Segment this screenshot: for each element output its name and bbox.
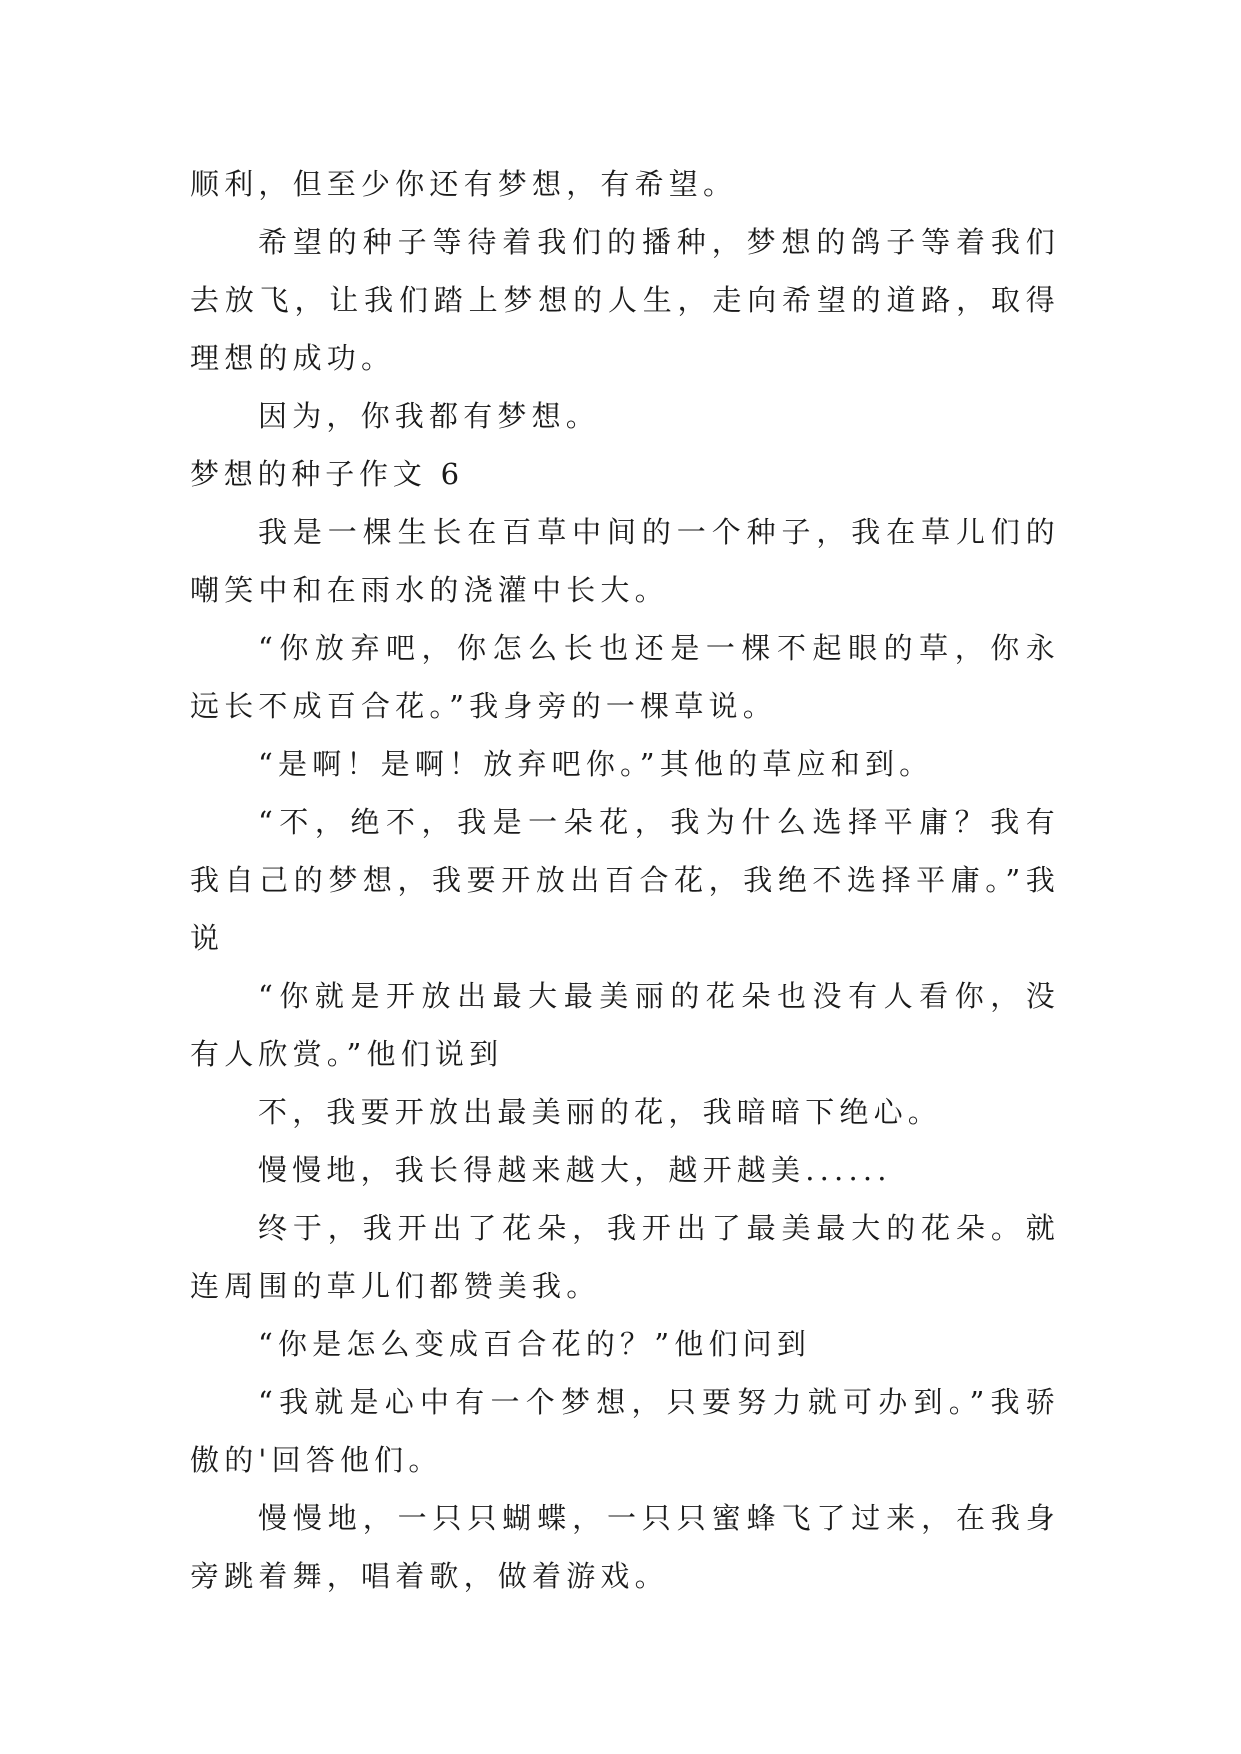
- paragraph-14: 慢慢地，一只只蝴蝶，一只只蜜蜂飞了过来，在我身旁跳着舞，唱着歌，做着游戏。: [190, 1501, 1060, 1593]
- paragraph-3: 因为，你我都有梦想。: [258, 399, 601, 433]
- section-heading: 梦想的种子作文 6: [190, 457, 464, 491]
- document-body: [190, 155, 1060, 1605]
- paragraph-4: 我是一棵生长在百草中间的一个种子，我在草儿们的嘲笑中和在雨水的浇灌中长大。: [190, 515, 1060, 607]
- paragraph-10: 慢慢地，我长得越来越大，越开越美......: [258, 1153, 892, 1187]
- paragraph-7: “不，绝不，我是一朵花，我为什么选择平庸？我有我自己的梦想，我要开放出百合花，我绝不选择平庸。”我说: [190, 805, 1060, 955]
- paragraph-6: “是啊！是啊！放弃吧你。”其他的草应和到。: [258, 747, 934, 781]
- paragraph-11: 终于，我开出了花朵，我开出了最美最大的花朵。就连周围的草儿们都赞美我。: [190, 1211, 1060, 1303]
- paragraph-12: “你是怎么变成百合花的？”他们问到: [258, 1327, 812, 1361]
- paragraph-5: “你放弃吧，你怎么长也还是一棵不起眼的草，你永远长不成百合花。”我身旁的一棵草说。: [190, 631, 1060, 723]
- paragraph-2: 希望的种子等待着我们的播种，梦想的鸽子等着我们去放飞，让我们踏上梦想的人生，走向希望的道路，取得理想的成功。: [190, 225, 1060, 375]
- paragraph-9: 不，我要开放出最美丽的花，我暗暗下绝心。: [258, 1095, 943, 1129]
- paragraph-1: 顺利，但至少你还有梦想，有希望。: [190, 167, 738, 201]
- paragraph-13: “我就是心中有一个梦想，只要努力就可办到。”我骄傲的'回答他们。: [190, 1385, 1060, 1477]
- paragraph-8: “你就是开放出最大最美丽的花朵也没有人看你，没有人欣赏。”他们说到: [190, 979, 1060, 1071]
